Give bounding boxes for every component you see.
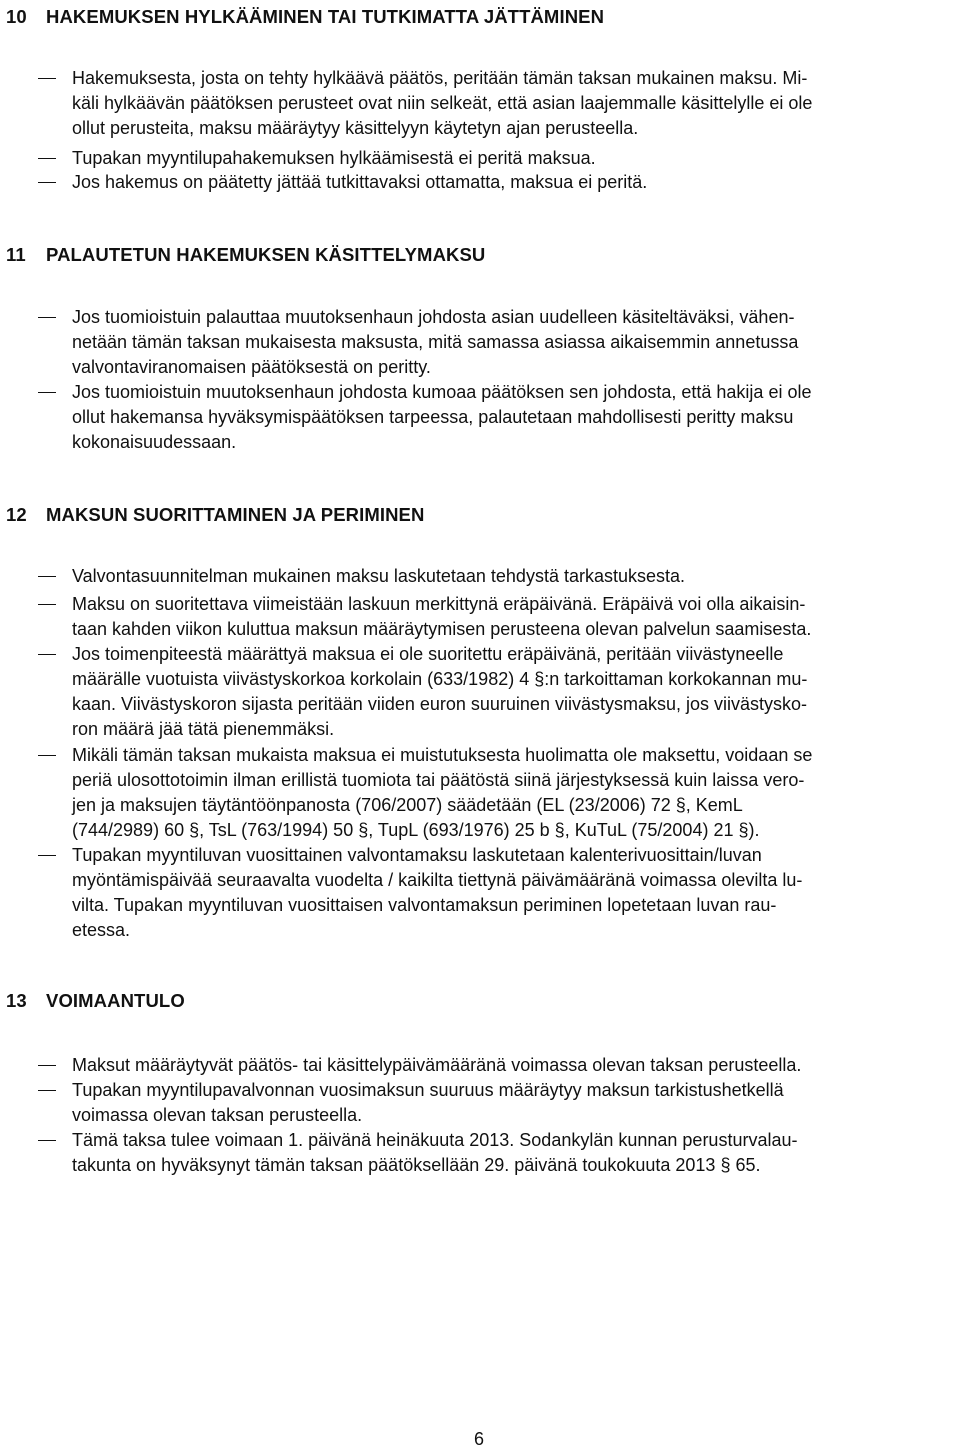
paragraph-line: vilta. Tupakan myyntiluvan vuosittaisen valvontamaksun periminen lopetetaan luvan rau-	[72, 895, 777, 915]
section-number: 11	[6, 244, 26, 265]
paragraph-line: Maksu on suoritettava viimeistään laskuun merkittynä eräpäivänä. Eräpäivä voi olla aikaisin-	[72, 594, 806, 614]
paragraph-line: taan kahden viikon kuluttua maksun määräytymisen perusteena olevan palvelun saamisesta.	[72, 619, 812, 639]
section-heading	[6, 243, 485, 267]
bullet-dash	[38, 158, 56, 159]
bullet-dash	[38, 1065, 56, 1066]
bullet-dash	[38, 654, 56, 655]
paragraph-line: Tupakan myyntiluvan vuosittainen valvontamaksu laskutetaan kalenterivuosittain/luvan	[72, 845, 762, 865]
paragraph-line: kokonaisuudessaan.	[72, 432, 237, 452]
paragraph-line: Tupakan myyntilupavalvonnan vuosimaksun suuruus määräytyy maksun tarkistushetkellä	[72, 1080, 784, 1100]
bullet-dash	[38, 755, 56, 756]
bullet-dash	[38, 182, 56, 183]
section-heading	[6, 503, 424, 527]
paragraph-line: Jos toimenpiteestä määrättyä maksua ei ole suoritettu eräpäivänä, peritään viivästyneelle	[72, 644, 784, 664]
paragraph-line: Hakemuksesta, josta on tehty hylkäävä päätös, peritään tämän taksan mukainen maksu. Mi-	[72, 68, 808, 88]
bullet-dash	[38, 1090, 56, 1091]
section-title: VOIMAANTULO	[46, 990, 185, 1011]
paragraph-line: etessa.	[72, 920, 131, 940]
bullet-dash	[38, 392, 56, 393]
paragraph-line: jen ja maksujen täytäntöönpanosta (706/2007) säädetään (EL (23/2006) 72 §, KemL	[72, 795, 743, 815]
paragraph-line: Valvontasuunnitelman mukainen maksu laskutetaan tehdystä tarkastuksesta.	[72, 566, 686, 586]
bullet-dash	[38, 1140, 56, 1141]
section-number: 12	[6, 504, 27, 525]
paragraph-line: Mikäli tämän taksan mukaista maksua ei muistutuksesta huolimatta ole maksettu, voidaan se	[72, 745, 813, 765]
paragraph-line: myöntämispäivää seuraavalta vuodelta / kaikilta tiettynä päivämääränä voimassa olevilta lu-	[72, 870, 803, 890]
bullet-dash	[38, 604, 56, 605]
page-number: 6	[474, 1429, 485, 1449]
paragraph-line: valvontaviranomaisen päätöksestä on peritty.	[72, 357, 431, 377]
paragraph-line: Jos hakemus on päätetty jättää tutkittavaksi ottamatta, maksua ei peritä.	[72, 172, 648, 192]
paragraph-line: netään tämän taksan mukaisesta maksusta, mitä samassa asiassa aikaisemmin annetussa	[72, 332, 799, 352]
paragraph-line: ollut perusteita, maksu määräytyy käsittelyyn käytetyn ajan perusteella.	[72, 118, 639, 138]
paragraph-line: käli hylkäävän päätöksen perusteet ovat niin selkeät, että asian laajemmalle käsittelylle ei ole	[72, 93, 813, 113]
paragraph-line: Maksut määräytyvät päätös- tai käsittelypäivämääränä voimassa olevan taksan perusteella.	[72, 1055, 802, 1075]
paragraph-line: voimassa olevan taksan perusteella.	[72, 1105, 363, 1125]
paragraph-line: ollut hakemansa hyväksymispäätöksen tarpeessa, palautetaan mahdollisesti peritty maksu	[72, 407, 794, 427]
bullet-dash	[38, 317, 56, 318]
section-title: MAKSUN SUORITTAMINEN JA PERIMINEN	[46, 504, 425, 525]
bullet-dash	[38, 78, 56, 79]
section-heading	[6, 989, 185, 1013]
paragraph-line: takunta on hyväksynyt tämän taksan päätöksellään 29. päivänä toukokuuta 2013 § 65.	[72, 1155, 761, 1175]
paragraph-line: Tämä taksa tulee voimaan 1. päivänä heinäkuuta 2013. Sodankylän kunnan perusturvalau-	[72, 1130, 798, 1150]
paragraph-line: periä ulosottotoimin ilman erillistä tuomiota tai päätöstä siinä järjestyksessä kuin laissa vero-	[72, 770, 805, 790]
paragraph-line: Jos tuomioistuin muutoksenhaun johdosta kumoaa päätöksen sen johdosta, että hakija ei ole	[72, 382, 812, 402]
paragraph-line: (744/2989) 60 §, TsL (763/1994) 50 §, TupL (693/1976) 25 b §, KuTuL (75/2004) 21 §).	[72, 820, 760, 840]
paragraph-line: ron määrä jää tätä pienemmäksi.	[72, 719, 335, 739]
section-title: HAKEMUKSEN HYLKÄÄMINEN TAI TUTKIMATTA JÄTTÄMINEN	[46, 6, 605, 27]
section-heading	[6, 5, 604, 29]
bullet-dash	[38, 855, 56, 856]
section-number: 10	[6, 6, 27, 27]
section-number: 13	[6, 990, 27, 1011]
bullet-dash	[38, 576, 56, 577]
paragraph-line: kaan. Viivästyskoron sijasta peritään viiden euron suuruinen viivästysmaksu, jos viivästysko-	[72, 694, 808, 714]
paragraph-line: Jos tuomioistuin palauttaa muutoksenhaun johdosta asian uudelleen käsiteltäväksi, vähen-	[72, 307, 795, 327]
section-title: PALAUTETUN HAKEMUKSEN KÄSITTELYMAKSU	[46, 244, 486, 265]
paragraph-line: määrälle vuotuista viivästyskorkoa korkolain (633/1982) 4 §:n tarkoittaman korkokannan mu-	[72, 669, 808, 689]
paragraph-line: Tupakan myyntilupahakemuksen hylkäämisestä ei peritä maksua.	[72, 148, 596, 168]
